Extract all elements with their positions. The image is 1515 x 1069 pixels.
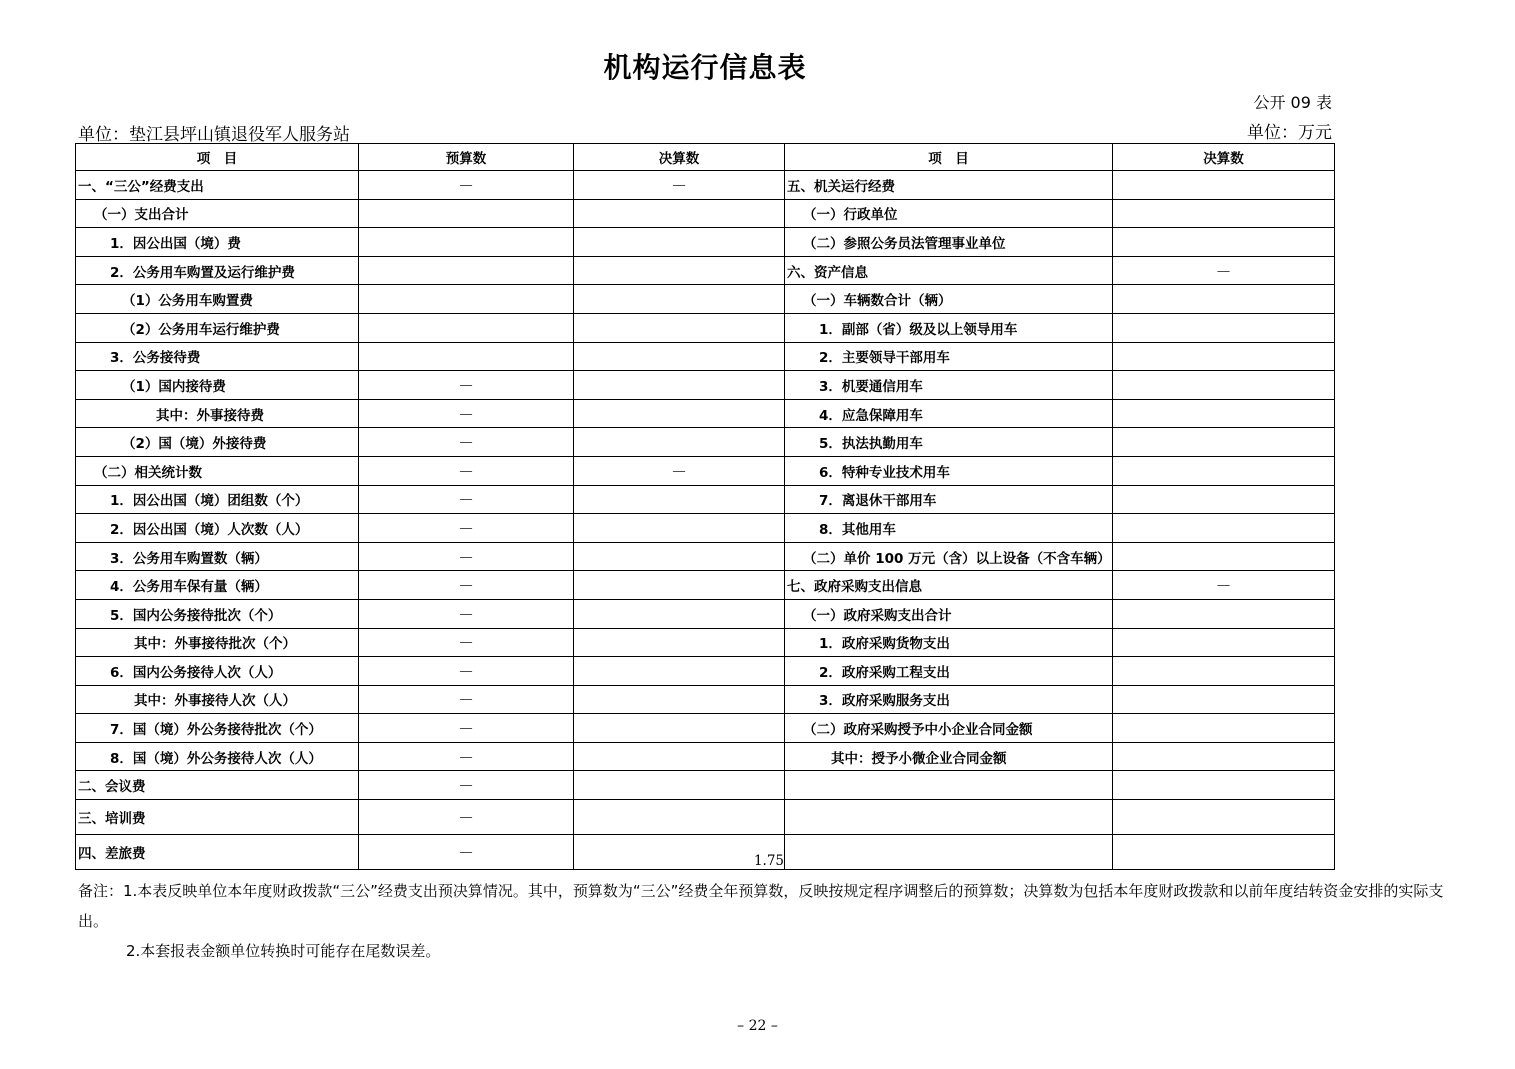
right-item-label: （二）参照公务员法管理事业单位 [785,228,1113,257]
final-cell-left [574,285,785,314]
final-cell-right [1113,428,1335,457]
final-cell-right [1113,657,1335,686]
final-cell-left: 1.75 [574,835,785,870]
budget-cell [359,228,574,257]
table-row [76,342,1335,371]
final-cell-left [574,514,785,543]
table-row [76,285,1335,314]
info-table [75,143,1335,870]
reporting-unit: 单位：垫江县坪山镇退役军人服务站 [78,125,350,145]
table-row [76,199,1335,228]
budget-cell: — [359,571,574,600]
table-row [76,628,1335,657]
final-cell-left [574,485,785,514]
currency-unit: 单位：万元 [1247,123,1332,143]
right-item-label: 1．政府采购货物支出 [785,628,1113,657]
final-cell-right [1113,514,1335,543]
final-cell-left: — [574,456,785,485]
final-cell-left [574,371,785,400]
header-budget: 预算数 [359,144,574,171]
final-cell-right [1113,399,1335,428]
table-row [76,657,1335,686]
right-item-label: 3．机要通信用车 [785,371,1113,400]
final-cell-left [574,571,785,600]
budget-cell: — [359,835,574,870]
left-item-label: 其中：外事接待费 [76,399,359,428]
right-item-label [785,835,1113,870]
table-row [76,228,1335,257]
left-item-label: 1．因公出国（境）费 [76,228,359,257]
budget-cell [359,199,574,228]
final-cell-left [574,771,785,800]
table-row [76,171,1335,200]
right-item-label: 4．应急保障用车 [785,399,1113,428]
table-row [76,256,1335,285]
budget-cell: — [359,456,574,485]
left-item-label: （1）国内接待费 [76,371,359,400]
right-item-label: 七、政府采购支出信息 [785,571,1113,600]
final-cell-left [574,628,785,657]
left-item-label: （二）相关统计数 [76,456,359,485]
left-item-label: （2）公务用车运行维护费 [76,313,359,342]
final-cell-left [574,742,785,771]
right-item-label: （一）车辆数合计（辆） [785,285,1113,314]
notes [78,876,1448,966]
budget-cell: — [359,714,574,743]
page-number: – 22 – [737,1018,778,1034]
final-cell-right [1113,371,1335,400]
left-item-label: 3．公务用车购置数（辆） [76,542,359,571]
final-cell-right [1113,542,1335,571]
right-item-label: 3．政府采购服务支出 [785,685,1113,714]
budget-cell: — [359,771,574,800]
header-final-left: 决算数 [574,144,785,171]
final-cell-right: — [1113,571,1335,600]
left-item-label: 2．公务用车购置及运行维护费 [76,256,359,285]
header-item-left: 项 目 [76,144,359,171]
table-row [76,371,1335,400]
budget-cell: — [359,542,574,571]
right-item-label: （二）政府采购授予中小企业合同金额 [785,714,1113,743]
table-row [76,771,1335,800]
final-cell-right [1113,771,1335,800]
final-cell-right [1113,599,1335,628]
left-item-label: 四、差旅费 [76,835,359,870]
final-cell-right [1113,171,1335,200]
budget-cell [359,285,574,314]
table-row [76,456,1335,485]
right-item-label: 2．主要领导干部用车 [785,342,1113,371]
left-item-label: （2）国（境）外接待费 [76,428,359,457]
table-row [76,485,1335,514]
final-cell-right [1113,285,1335,314]
final-cell-right [1113,199,1335,228]
right-item-label [785,771,1113,800]
final-cell-left [574,342,785,371]
right-item-label: （一）政府采购支出合计 [785,599,1113,628]
table-row [76,313,1335,342]
final-cell-left [574,228,785,257]
header-final-right: 决算数 [1113,144,1335,171]
final-cell-right [1113,228,1335,257]
left-item-label: 3．公务接待费 [76,342,359,371]
left-item-label: 其中：外事接待人次（人） [76,685,359,714]
final-cell-right [1113,313,1335,342]
budget-cell: — [359,599,574,628]
final-cell-left [574,800,785,835]
right-item-label: （二）单价 100 万元（含）以上设备（不含车辆） [785,542,1113,571]
note-2: 2.本套报表金额单位转换时可能存在尾数误差。 [126,942,441,960]
table-row [76,428,1335,457]
left-item-label: 7．国（境）外公务接待批次（个） [76,714,359,743]
form-code: 公开 09 表 [1253,93,1332,112]
table-row [76,571,1335,600]
left-item-label: （一）支出合计 [76,199,359,228]
page-title: 机构运行信息表 [603,51,807,84]
final-cell-left [574,714,785,743]
right-item-label: 2．政府采购工程支出 [785,657,1113,686]
final-cell-right [1113,485,1335,514]
left-item-label: 一、“三公”经费支出 [76,171,359,200]
final-cell-right [1113,835,1335,870]
final-cell-left [574,657,785,686]
budget-cell [359,342,574,371]
final-cell-right [1113,800,1335,835]
table-row [76,514,1335,543]
budget-cell: — [359,800,574,835]
table-row [76,800,1335,835]
final-cell-right: — [1113,256,1335,285]
right-item-label [785,800,1113,835]
right-item-label: 1．副部（省）级及以上领导用车 [785,313,1113,342]
final-cell-left [574,599,785,628]
header-item-right: 项 目 [785,144,1113,171]
budget-cell: — [359,428,574,457]
budget-cell: — [359,685,574,714]
final-cell-right [1113,714,1335,743]
left-item-label: 1．因公出国（境）团组数（个） [76,485,359,514]
table-row [76,714,1335,743]
right-item-label: 5．执法执勤用车 [785,428,1113,457]
table-header-row [76,144,1335,171]
right-item-label: 五、机关运行经费 [785,171,1113,200]
budget-cell [359,256,574,285]
final-cell-left: — [574,171,785,200]
final-cell-right [1113,685,1335,714]
table-row [76,599,1335,628]
table-body [76,171,1335,870]
final-cell-right [1113,456,1335,485]
right-item-label: 其中：授予小微企业合同金额 [785,742,1113,771]
final-cell-right [1113,742,1335,771]
left-item-label: 8．国（境）外公务接待人次（人） [76,742,359,771]
left-item-label: 其中：外事接待批次（个） [76,628,359,657]
note-1: 备注：1.本表反映单位本年度财政拨款“三公”经费支出预决算情况。其中，预算数为“三公”经费全年预算数，反映按规定程序调整后的预算数；决算数为包括本年度财政拨款和以前年度结转资金安排的实际支出。 [78,882,1444,930]
budget-cell: — [359,628,574,657]
left-item-label: 三、培训费 [76,800,359,835]
table-row [76,542,1335,571]
left-item-label: 2．因公出国（境）人次数（人） [76,514,359,543]
table-row [76,399,1335,428]
left-item-label: 6．国内公务接待人次（人） [76,657,359,686]
final-cell-left [574,399,785,428]
budget-cell: — [359,171,574,200]
right-item-label: 8．其他用车 [785,514,1113,543]
final-cell-left [574,542,785,571]
budget-cell: — [359,742,574,771]
final-cell-left [574,256,785,285]
right-item-label: 7．离退休干部用车 [785,485,1113,514]
right-item-label: 6．特种专业技术用车 [785,456,1113,485]
right-item-label: （一）行政单位 [785,199,1113,228]
budget-cell: — [359,514,574,543]
final-cell-left [574,428,785,457]
table-row [76,685,1335,714]
left-item-label: 4．公务用车保有量（辆） [76,571,359,600]
budget-cell: — [359,657,574,686]
left-item-label: 5．国内公务接待批次（个） [76,599,359,628]
final-cell-right [1113,628,1335,657]
left-item-label: 二、会议费 [76,771,359,800]
table-row [76,835,1335,870]
budget-cell: — [359,399,574,428]
right-item-label: 六、资产信息 [785,256,1113,285]
final-cell-left [574,199,785,228]
final-cell-left [574,313,785,342]
budget-cell [359,313,574,342]
table-row [76,742,1335,771]
left-item-label: （1）公务用车购置费 [76,285,359,314]
final-cell-left [574,685,785,714]
final-cell-right [1113,342,1335,371]
budget-cell: — [359,371,574,400]
budget-cell: — [359,485,574,514]
